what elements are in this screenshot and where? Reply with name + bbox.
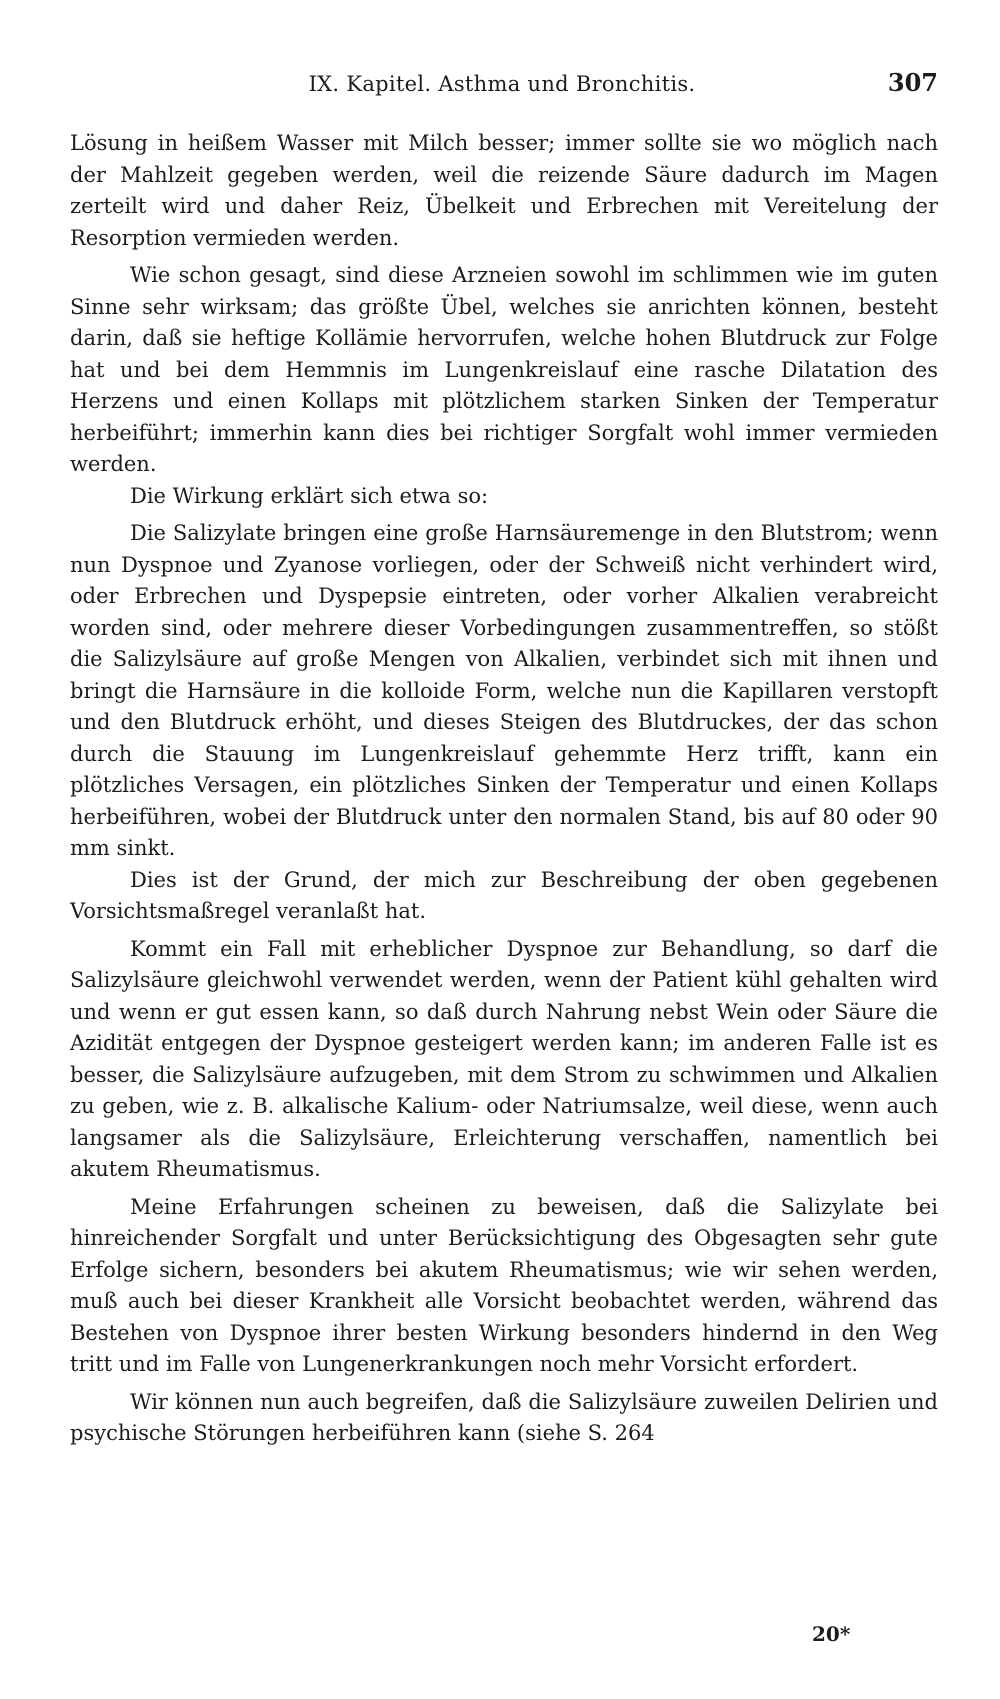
paragraph: Kommt ein Fall mit erheblicher Dyspnoe zur Behandlung, so darf die Salizylsäure gleichwohl verwendet werden, wenn der Patient kühl gehalten wird und wenn er gut essen kann, so daß durch Nahrung nebst Wein oder Säure die Azidität entgegen der Dyspnoe gesteigert werden kann; im anderen Falle ist es besser, die Salizylsäure aufzugeben, mit dem Strom zu schwimmen und Alkalien zu geben, wie z. B. alkalische Kalium- oder Natriumsalze, weil diese, wenn auch langsamer als die Salizylsäure, Erleichterung verschaffen, namentlich bei akutem Rheumatismus. (70, 936, 938, 1181)
paragraph: Meine Erfahrungen scheinen zu beweisen, daß die Salizylate bei hinreichender Sorgfalt und unter Berücksichtigung des Obgesagten sehr gute Erfolge sichern, besonders bei akutem Rheumatismus; wie wir sehen werden, muß auch bei dieser Krankheit alle Vorsicht beobachtet werden, während das Bestehen von Dyspnoe ihrer besten Wirkung besonders hindernd in den Weg tritt und im Falle von Lungenerkrankungen noch mehr Vorsicht erfordert. (70, 1194, 938, 1376)
body-text (70, 128, 938, 1450)
paragraph: Wie schon gesagt, sind diese Arzneien sowohl im schlimmen wie im guten Sinne sehr wirksam; das größte Übel, welches sie anrichten können, besteht darin, daß sie heftige Kollämie hervorrufen, welche hohen Blutdruck zur Folge hat und bei dem Hemmnis im Lungenkreislauf eine rasche Dilatation des Herzens und einen Kollaps mit plötzlichem starken Sinken der Temperatur herbeiführt; immerhin kann dies bei richtiger Sorgfalt wohl immer vermieden werden. (70, 263, 938, 476)
paragraph-continuation: Lösung in heißem Wasser mit Milch besser; immer sollte sie wo möglich nach der Mahlzeit gegeben werden, weil die reizende Säure dadurch im Magen zerteilt wird und daher Reiz, Übelkeit und Erbrechen mit Vereitelung der Resorption vermieden werden. (70, 131, 938, 250)
running-head (66, 68, 938, 112)
running-title: IX. Kapitel. Asthma und Bronchitis. (308, 72, 696, 96)
paragraph: Wir können nun auch begreifen, daß die Salizylsäure zuweilen Delirien und psychische Störungen herbeiführen kann (siehe S. 264 (70, 1389, 938, 1445)
page-number: 307 (887, 68, 938, 97)
paragraph: Dies ist der Grund, der mich zur Beschreibung der oben gegebenen Vorsichtsmaßregel veranlaßt hat. (70, 867, 938, 923)
signature-mark: 20* (812, 1622, 851, 1646)
paragraph: Die Salizylate bringen eine große Harnsäuremenge in den Blutstrom; wenn nun Dyspnoe und Zyanose vorliegen, oder der Schweiß nicht verhindert wird, oder Erbrechen und Dyspepsie eintreten, oder vorher Alkalien verabreicht worden sind, oder mehrere dieser Vorbedingungen zusammentreffen, so stößt die Salizylsäure auf große Mengen von Alkalien, verbindet sich mit ihnen und bringt die Harnsäure in die kolloide Form, welche nun die Kapillaren verstopft und den Blutdruck erhöht, und dieses Steigen des Blutdruckes, der das schon durch die Stauung im Lungenkreislauf gehemmte Herz trifft, kann ein plötzliches Versagen, ein plötzliches Sinken der Temperatur und einen Kollaps herbeiführen, wobei der Blutdruck unter den normalen Stand, bis auf 80 oder 90 mm sinkt. (70, 521, 938, 860)
paragraph: Die Wirkung erklärt sich etwa so: (130, 483, 489, 508)
